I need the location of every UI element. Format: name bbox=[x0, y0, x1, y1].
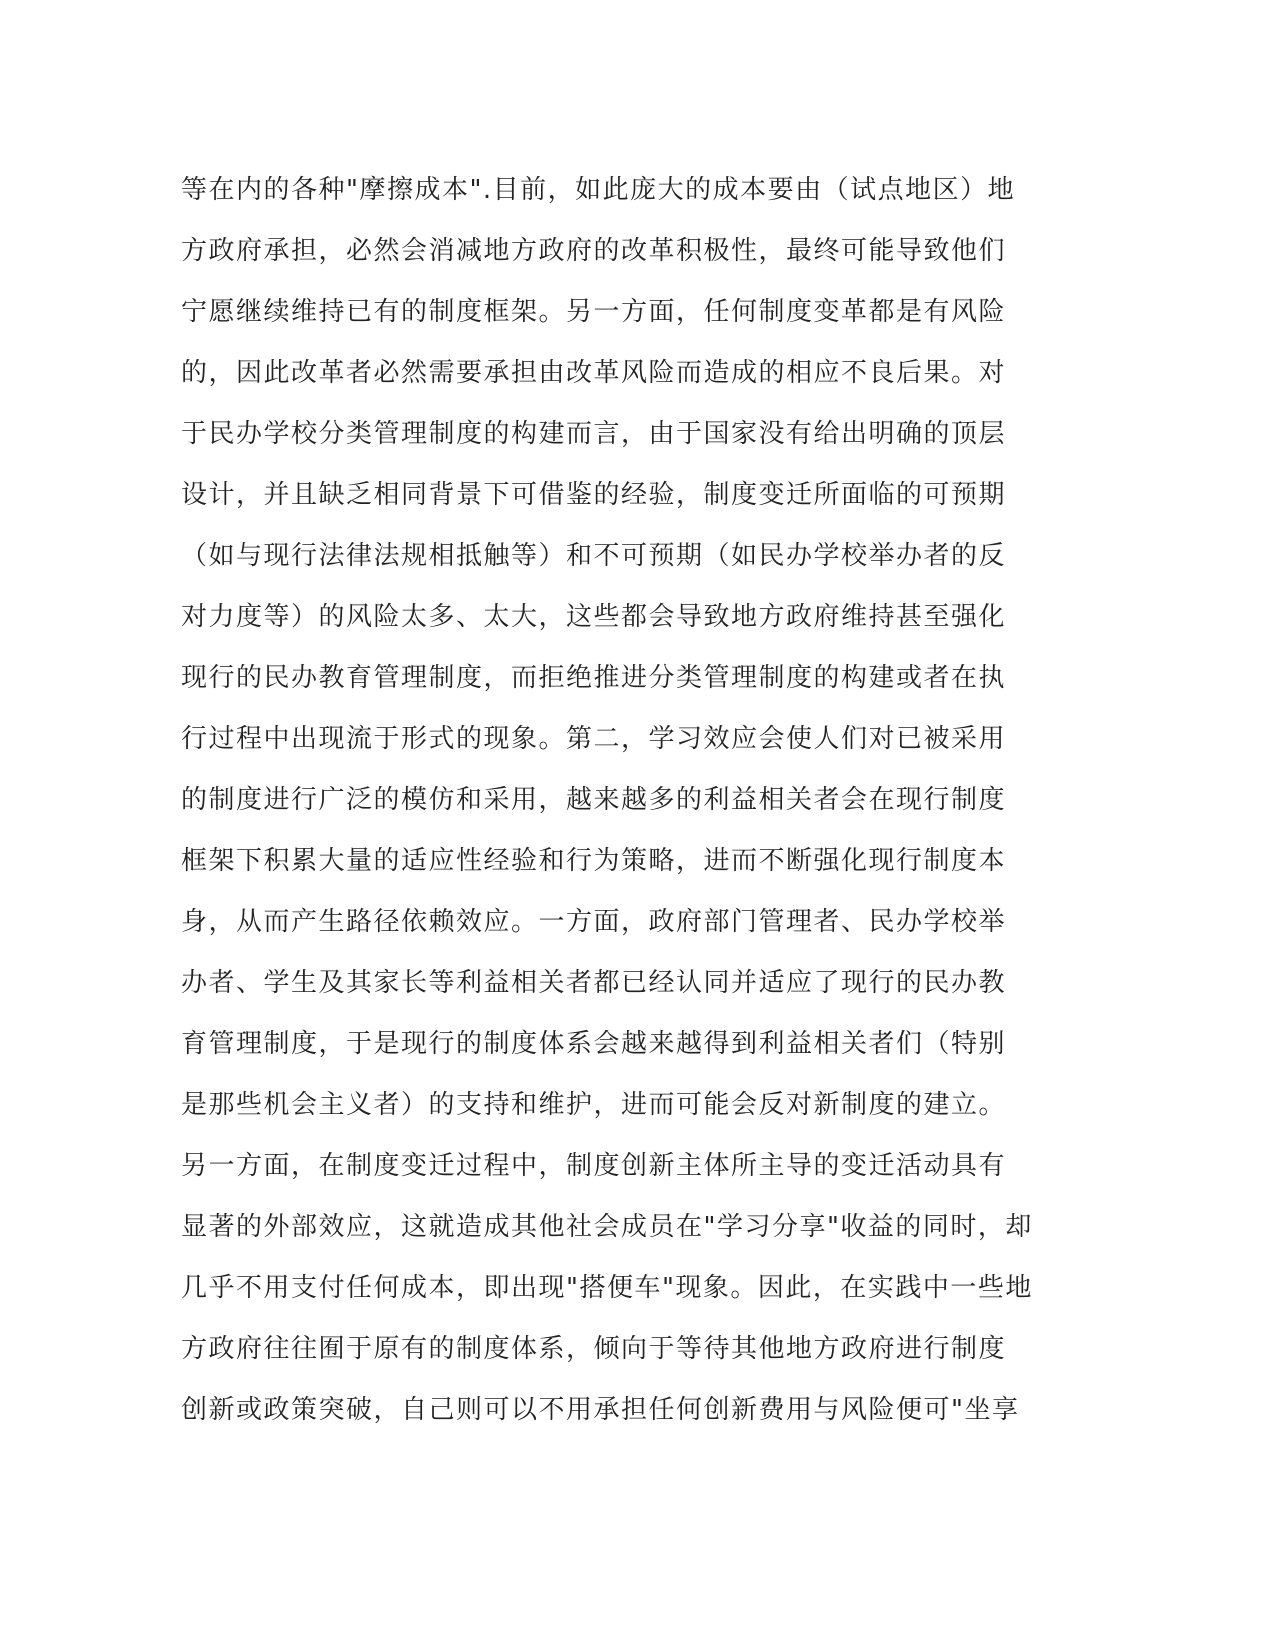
text-line: 对力度等）的风险太多、太大，这些都会导致地方政府维持甚至强化 bbox=[181, 602, 1007, 632]
text-line: 几乎不用支付任何成本，即出现"搭便车"现象。因此，在实践中一些地 bbox=[181, 1273, 1033, 1303]
text-line: 宁愿继续维持已有的制度框架。另一方面，任何制度变革都是有风险 bbox=[181, 297, 1007, 327]
text-line: 办者、学生及其家长等利益相关者都已经认同并适应了现行的民办教 bbox=[181, 968, 1007, 998]
text-line: 身，从而产生路径依赖效应。一方面，政府部门管理者、民办学校举 bbox=[181, 907, 1007, 937]
text-line: 创新或政策突破，自己则可以不用承担任何创新费用与风险便可"坐享 bbox=[181, 1395, 1020, 1425]
body-text bbox=[181, 160, 1061, 1441]
text-line: 于民办学校分类管理制度的构建而言，由于国家没有给出明确的顶层 bbox=[181, 419, 1007, 449]
text-line: 另一方面，在制度变迁过程中，制度创新主体所主导的变迁活动具有 bbox=[181, 1151, 1007, 1181]
text-line: 设计，并且缺乏相同背景下可借鉴的经验，制度变迁所面临的可预期 bbox=[181, 480, 1007, 510]
text-line: 方政府承担，必然会消减地方政府的改革积极性，最终可能导致他们 bbox=[181, 236, 1007, 266]
text-line: 方政府往往囿于原有的制度体系，倾向于等待其他地方政府进行制度 bbox=[181, 1334, 1007, 1364]
text-line: 行过程中出现流于形式的现象。第二，学习效应会使人们对已被采用 bbox=[181, 724, 1007, 754]
text-line: 框架下积累大量的适应性经验和行为策略，进而不断强化现行制度本 bbox=[181, 846, 1007, 876]
text-line: 的，因此改革者必然需要承担由改革风险而造成的相应不良后果。对 bbox=[181, 358, 1007, 388]
text-line: 育管理制度，于是现行的制度体系会越来越得到利益相关者们（特别 bbox=[181, 1029, 1007, 1059]
text-line: 是那些机会主义者）的支持和维护，进而可能会反对新制度的建立。 bbox=[181, 1090, 1007, 1120]
text-line: 等在内的各种"摩擦成本".目前，如此庞大的成本要由（试点地区）地 bbox=[181, 175, 1016, 205]
text-line: 现行的民办教育管理制度，而拒绝推进分类管理制度的构建或者在执 bbox=[181, 663, 1007, 693]
text-line: 显著的外部效应，这就造成其他社会成员在"学习分享"收益的同时，却 bbox=[181, 1212, 1033, 1242]
text-line: 的制度进行广泛的模仿和采用，越来越多的利益相关者会在现行制度 bbox=[181, 785, 1007, 815]
text-line: （如与现行法律法规相抵触等）和不可预期（如民办学校举办者的反 bbox=[181, 541, 1007, 571]
